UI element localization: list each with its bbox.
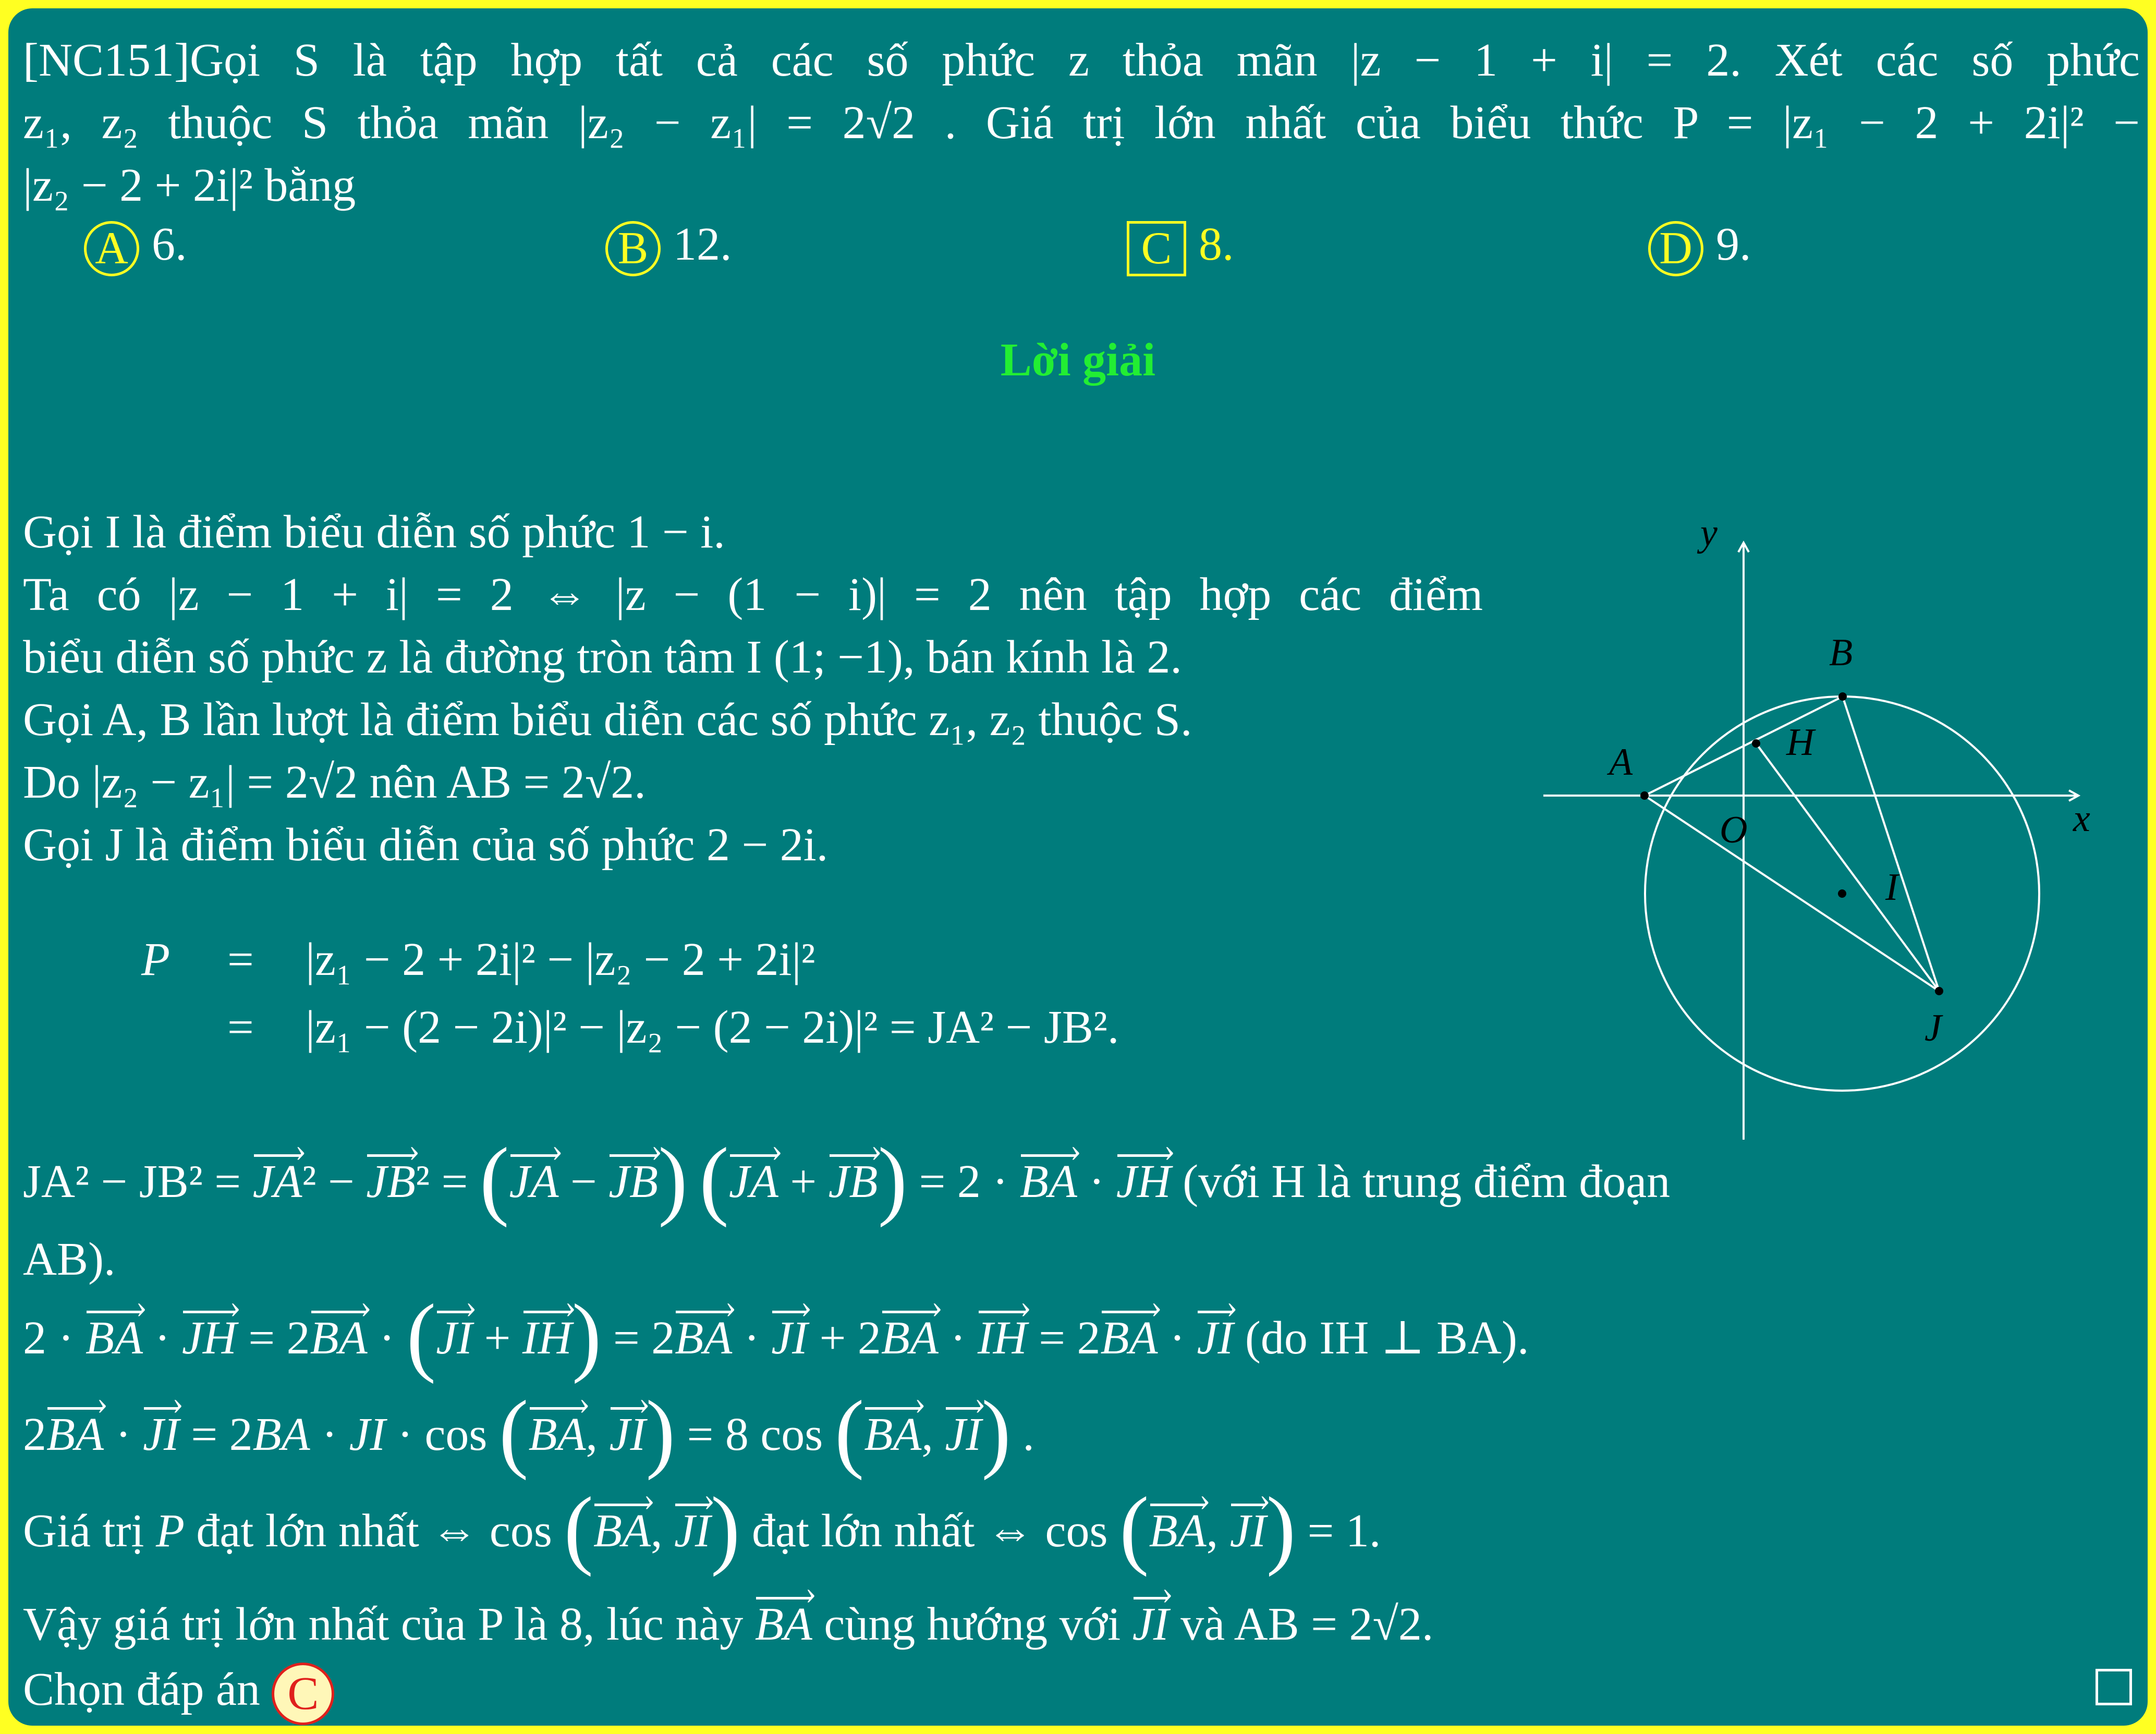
solution-title: Lời giải — [1000, 334, 1156, 386]
vector-line-2-note: (do IH ⊥ BA). — [1233, 1312, 1529, 1364]
qed-box — [2096, 1669, 2132, 1705]
label-b: B — [1829, 631, 1853, 674]
label-a: A — [1609, 741, 1633, 784]
conclusion-line: Vậy giá trị lớn nhất của P là 8, lúc này › BA cùng hướng với › JI và AB = 2√2. — [23, 1596, 1433, 1653]
question-line-2: z₁, z₂ thuộc S thỏa mãn |z₂ − z₁| = 2√2 . Giá trị lớn nhất của biểu thức P = |z₁ − 2 + 2i|² − — [23, 97, 2140, 149]
vector-line-4: Giá trị P đạt lớn nhất ⇔ cos (› BA, › JI) đạt lớn nhất ⇔ cos (› BA, › JI) = 1. — [23, 1502, 1381, 1560]
option-d-text: 9. — [1716, 218, 1751, 270]
option-a-badge: A — [84, 221, 139, 276]
option-b-badge: B — [605, 221, 661, 276]
question-line-3: |z₂ − 2 + 2i|² bằng — [23, 160, 356, 211]
solution-line-4: Gọi A, B lần lượt là điểm biểu diễn các số phức z₁, z₂ thuộc S. — [23, 694, 1192, 746]
conclusion-part-2: cùng hướng với — [812, 1598, 1132, 1650]
label-o: O — [1720, 809, 1748, 851]
solution-line-5: Do |z₂ − z₁| = 2√2 nên AB = 2√2. — [23, 756, 646, 808]
solution-line-2: Ta có |z − 1 + i| = 2 ⇔ |z − (1 − i)| = 2 nên tập hợp các điểm — [23, 569, 1483, 620]
vector-line-3: 2› BA · › JI = 2BA · JI · cos (› BA, › JI) = 8 cos (› BA, › JI) . — [23, 1406, 1034, 1463]
label-i: I — [1885, 866, 1898, 909]
option-c[interactable] — [1127, 216, 1234, 276]
conclusion-part-3: và AB = 2√2. — [1168, 1598, 1434, 1650]
label-y: y — [1700, 514, 1718, 554]
vector-line-2: 2 · › BA · › JH = 2› BA · (› JI + › IH) = 2› BA · › JI + 2› BA · › IH = 2› BA · › JI (do IH ⊥ BA). — [23, 1309, 1529, 1367]
label-x: x — [2073, 797, 2090, 840]
option-b[interactable] — [605, 216, 732, 276]
option-b-text: 12. — [673, 218, 732, 270]
answer-badge: C — [272, 1663, 334, 1725]
option-d[interactable] — [1648, 216, 1751, 276]
geometry-figure — [1531, 514, 2094, 1155]
eq-line-1: |z₁ − 2 + 2i|² − |z₂ − 2 + 2i|² — [306, 934, 815, 985]
problem-card — [8, 8, 2148, 1726]
solution-line-1: Gọi I là điểm biểu diễn số phức 1 − i. — [23, 506, 725, 558]
eq-lhs: P — [141, 934, 170, 985]
vector-line-1-lhs: JA² − JB² = — [23, 1156, 253, 1207]
vector-line-1-note: (với H là trung điểm đoạn — [1171, 1156, 1671, 1207]
solution-line-6: Gọi J là điểm biểu diễn của số phức 2 − 2i. — [23, 819, 829, 871]
point-h — [1752, 739, 1760, 748]
eq-sign-2: = — [227, 1002, 254, 1053]
label-h: H — [1786, 721, 1814, 764]
vector-line-1-cont: AB). — [23, 1234, 116, 1285]
option-c-text: 8. — [1199, 218, 1234, 270]
conclusion-part-1: Vậy giá trị lớn nhất của P là 8, lúc này — [23, 1598, 755, 1650]
point-b — [1838, 692, 1847, 701]
vector-line-1: JA² − JB² = › JA² − › JB² = (› JA − › JB) (› JA + › JB) = 2 · › BA · › JH (với H là trung điểm đoạn — [23, 1153, 1670, 1211]
choose-answer-line — [23, 1661, 334, 1725]
eq-sign-1: = — [227, 934, 254, 985]
option-a[interactable] — [84, 216, 187, 276]
eq-line-2: |z₁ − (2 − 2i)|² − |z₂ − (2 − 2i)|² = JA² − JB². — [306, 1002, 1119, 1053]
choose-answer-label: Chọn đáp án — [23, 1664, 260, 1715]
option-c-badge: C — [1127, 221, 1186, 276]
question-line-1: [NC151]Gọi S là tập hợp tất cả các số phức z thỏa mãn |z − 1 + i| = 2. Xét các số phức — [23, 34, 2140, 86]
point-i — [1838, 889, 1846, 898]
solution-line-3: biểu diễn số phức z là đường tròn tâm I (1; −1), bán kính là 2. — [23, 631, 1182, 683]
option-a-text: 6. — [152, 218, 187, 270]
label-j: J — [1924, 1007, 1942, 1049]
point-j — [1935, 987, 1943, 995]
option-d-badge: D — [1648, 221, 1703, 276]
segment-jh — [1756, 743, 1939, 991]
point-a — [1640, 791, 1649, 800]
